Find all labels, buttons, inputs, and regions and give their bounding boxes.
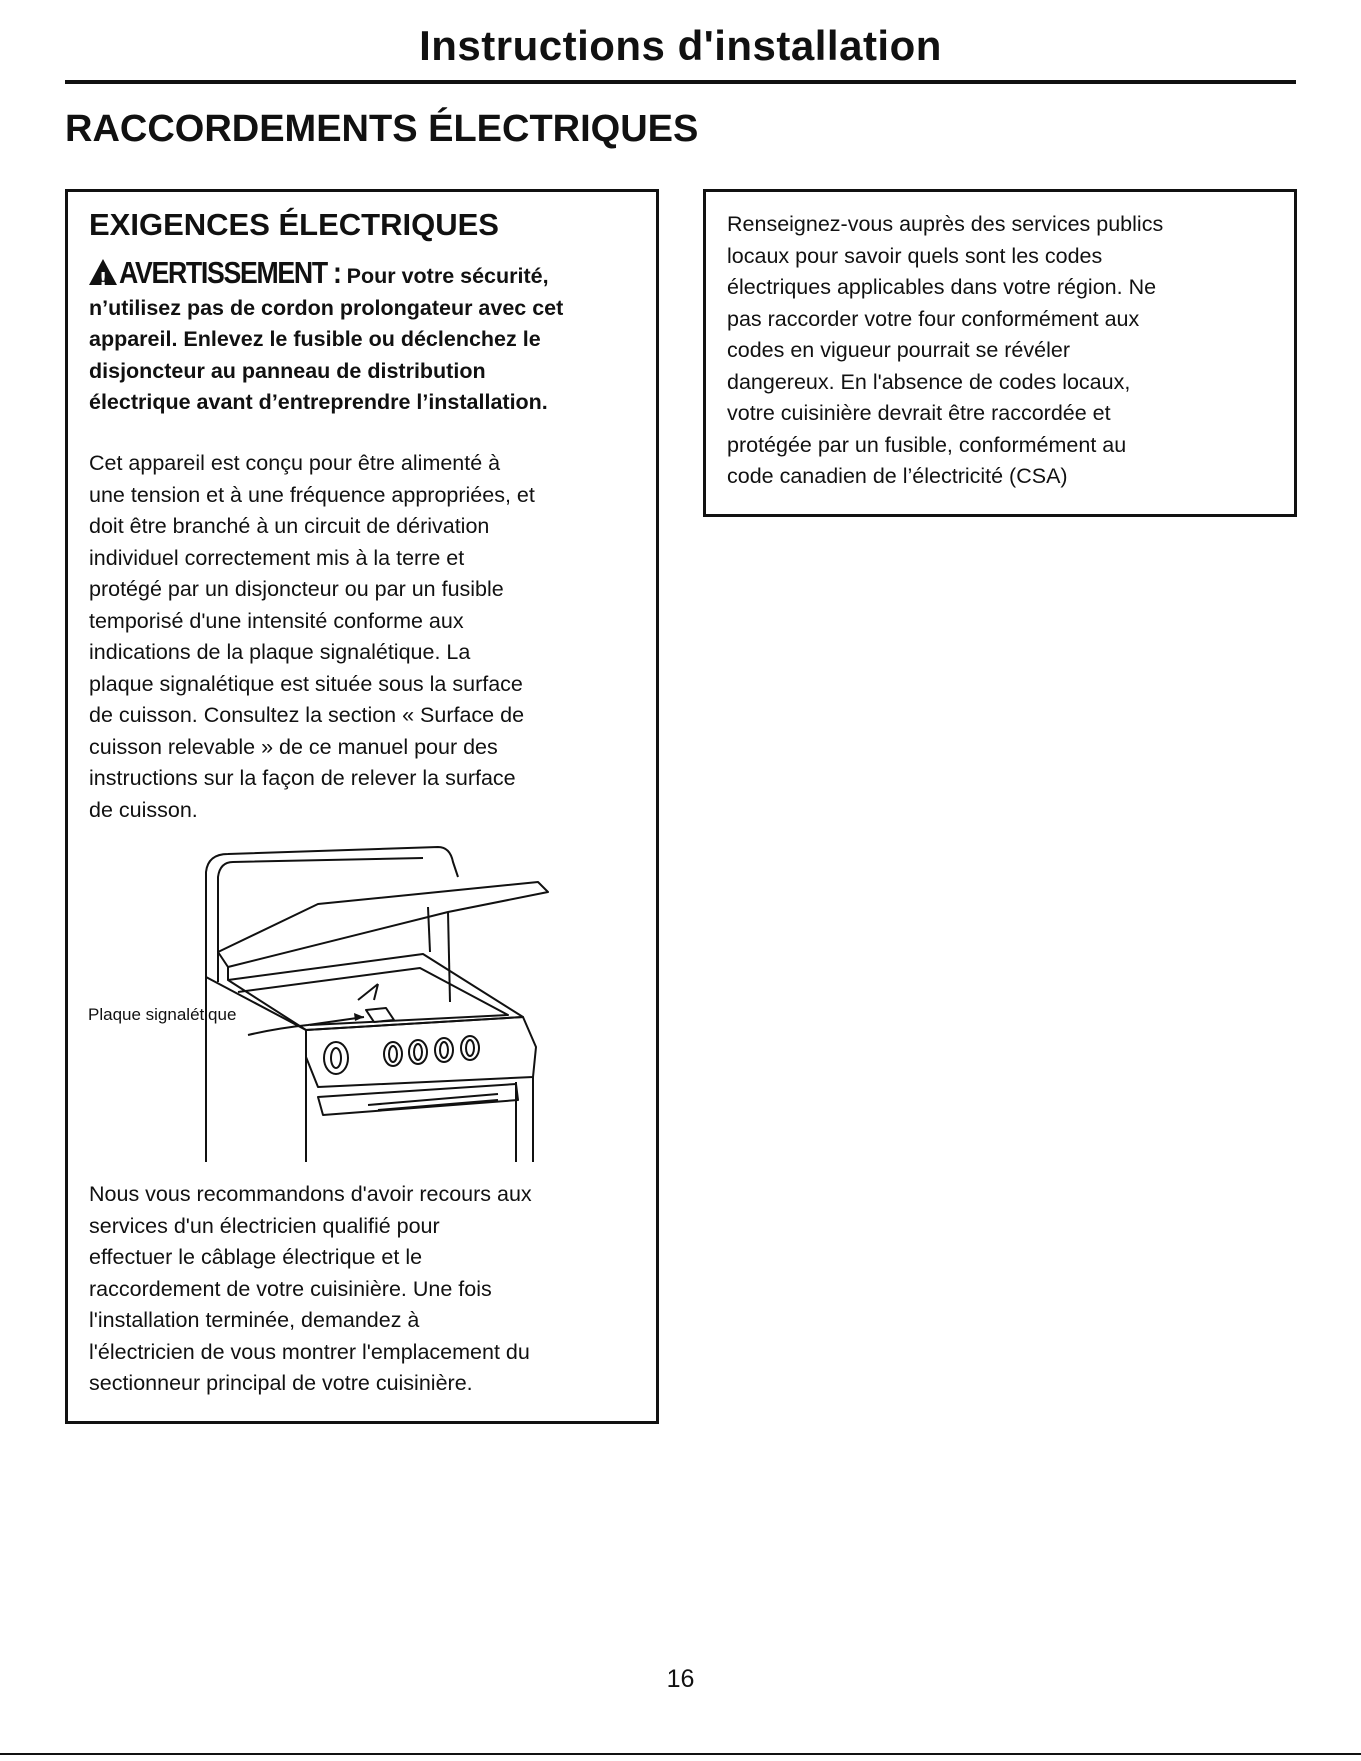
- range-rating-plate-illustration: [78, 832, 658, 1162]
- electrician-paragraph: Nous vous recommandons d'avoir recours aux services d'un électricien qualifié pour effectuer le câblage électrique et le raccordement de votre cuisinière. Une fois l'installation terminée, demandez à l'électricien de vous montrer l'emplacement du sectionneur principal de votre cuisinière.: [89, 1182, 532, 1395]
- safety-warning: [89, 257, 649, 419]
- box-heading: EXIGENCES ÉLECTRIQUES: [89, 207, 499, 242]
- warning-word: AVERTISSEMENT :: [119, 255, 341, 290]
- warning-line: Pour votre sécurité,: [340, 264, 549, 288]
- footer-rule: [0, 1753, 1361, 1755]
- local-codes-box: [703, 189, 1297, 517]
- page-header-title: Instructions d'installation: [419, 22, 942, 69]
- page-number: 16: [666, 1665, 695, 1693]
- electrical-requirements-box: [65, 189, 659, 1424]
- figure-label-rating-plate: Plaque signalétique: [88, 1005, 237, 1024]
- warning-triangle-icon: [89, 259, 117, 285]
- section-title: RACCORDEMENTS ÉLECTRIQUES: [65, 108, 699, 150]
- warning-line: électrique avant d’entreprendre l’installation.: [89, 390, 548, 414]
- warning-line: disjoncteur au panneau de distribution: [89, 358, 486, 383]
- header-rule: [65, 80, 1296, 84]
- requirements-paragraph: Cet appareil est conçu pour être alimenté à une tension et à une fréquence appropriées, et doit être branché à un circuit de dérivation individuel correctement mis à la terre et protégé par un disjoncteur ou par un fusible temporisé d'une intensité conforme aux indications de la plaque signalétique. La plaque signalétique est située sous la surface de cuisson. Consultez la section « Surface de cuisson relevable » de ce manuel pour des instructions sur la façon de relever la surface de cuisson.: [89, 451, 535, 822]
- local-codes-paragraph: Renseignez-vous auprès des services publics locaux pour savoir quels sont les codes électriques applicables dans votre région. Ne pas raccorder votre four conformément aux codes en vigueur pourrait se révéler dangereux. En l'absence de codes locaux, votre cuisinière devrait être raccordée et protégée par un fusible, conformément au code canadien de l’électricité (CSA): [727, 212, 1164, 488]
- warning-line: n’utilisez pas de cordon prolongateur avec cet: [89, 295, 564, 320]
- warning-line: appareil. Enlevez le fusible ou déclenchez le: [89, 327, 541, 351]
